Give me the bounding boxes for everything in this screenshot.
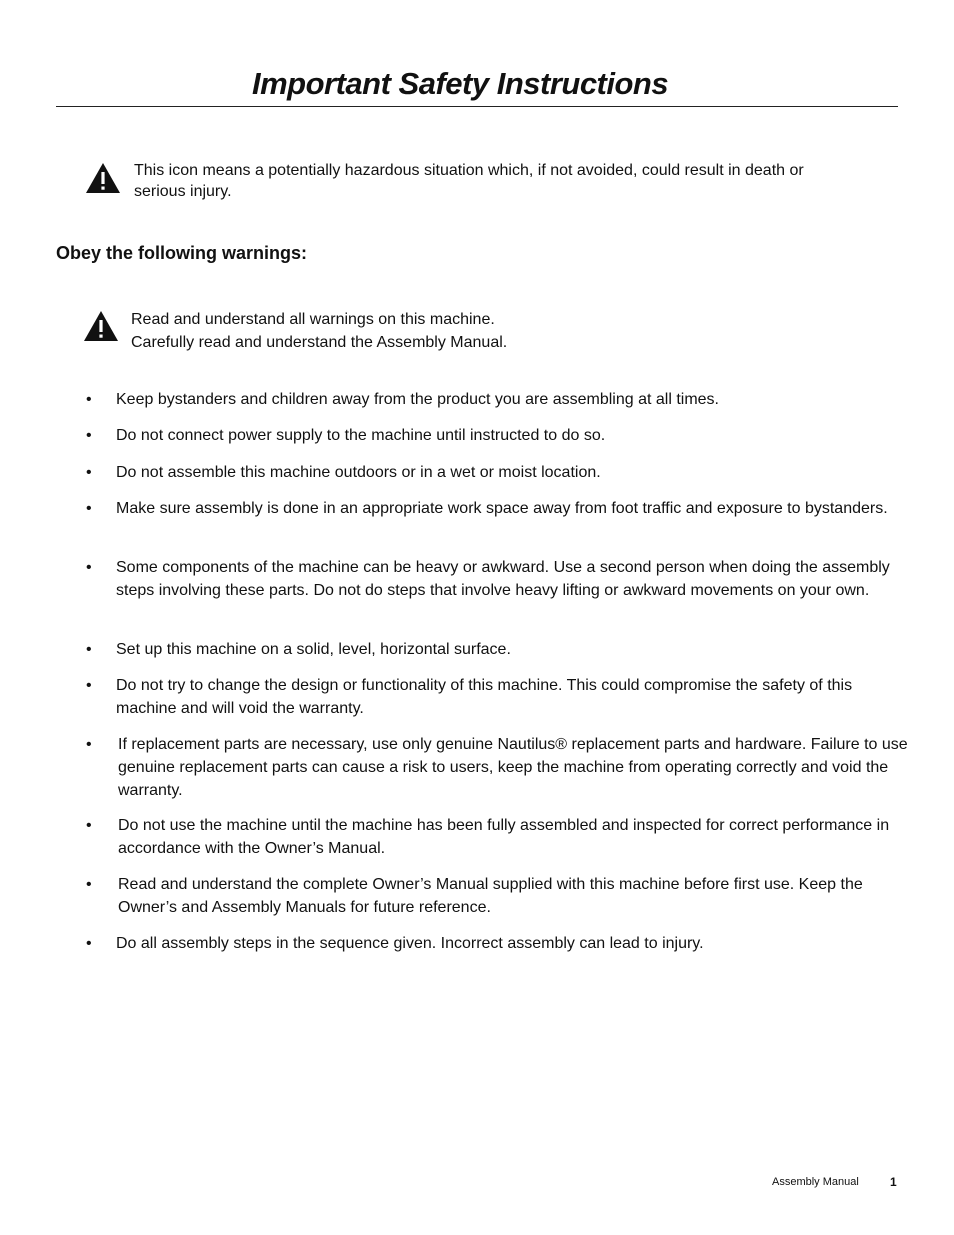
- list-item-text: Keep bystanders and children away from the product you are assembling at all times.: [116, 391, 719, 408]
- list-item-text: Set up this machine on a solid, level, horizontal surface.: [116, 641, 511, 658]
- warning-triangle-icon: [85, 162, 121, 194]
- bullet-icon: •: [86, 817, 92, 834]
- icon-notice-line: This icon means a potentially hazardous situation which, if not avoided, could result in death or: [134, 162, 804, 179]
- warning-box-line: Carefully read and understand the Assembly Manual.: [131, 334, 508, 351]
- bullet-icon: •: [86, 736, 92, 753]
- list-item-text: Read and understand the complete Owner’s Manual supplied with this machine before first use. Keep the Owner’s and Assembly Manuals for future reference.: [118, 876, 863, 916]
- bullet-icon: •: [86, 641, 92, 658]
- list-item-text: Do not use the machine until the machine has been fully assembled and inspected for correct performance in accordance with the Owner’s Manual.: [118, 817, 890, 857]
- bullet-icon: •: [86, 391, 92, 408]
- bullet-icon: •: [86, 935, 92, 952]
- warning-triangle-icon: [83, 310, 119, 342]
- page-title: Important Safety Instructions: [252, 66, 669, 101]
- bullet-icon: •: [86, 677, 92, 694]
- icon-notice-line: serious injury.: [134, 183, 232, 200]
- list-item-text: Make sure assembly is done in an appropriate work space away from foot traffic and exposure to bystanders.: [116, 500, 888, 517]
- section-heading: Obey the following warnings:: [56, 243, 308, 263]
- bullet-icon: •: [86, 876, 92, 893]
- page-number: 1: [890, 1175, 897, 1189]
- icon-notice-text: [134, 160, 804, 202]
- list-item-text: Do all assembly steps in the sequence given. Incorrect assembly can lead to injury.: [116, 935, 704, 952]
- bullet-icon: •: [86, 464, 92, 481]
- list-item-text: Do not connect power supply to the machine until instructed to do so.: [116, 427, 606, 444]
- bullet-icon: •: [86, 427, 92, 444]
- bullet-icon: •: [86, 559, 92, 576]
- warning-box-text: [131, 308, 507, 354]
- warning-box-line: Read and understand all warnings on this machine.: [131, 311, 495, 328]
- list-item-text: If replacement parts are necessary, use only genuine Nautilus® replacement parts and hardware. Failure to use genuine replacement parts can cause a risk to users, keep the machine from operating correctly and void the warranty.: [118, 736, 908, 799]
- bullet-icon: •: [86, 500, 92, 517]
- list-item-text: Do not assemble this machine outdoors or in a wet or moist location.: [116, 464, 601, 481]
- list-item-text: Do not try to change the design or functionality of this machine. This could compromise the safety of this machine and will void the warranty.: [116, 677, 853, 717]
- footer-label: Assembly Manual: [772, 1176, 859, 1188]
- title-divider: [56, 106, 898, 107]
- list-item-text: Some components of the machine can be heavy or awkward. Use a second person when doing the assembly steps involving these parts. Do not do steps that involve heavy lifting or awkward movements on your own.: [116, 559, 890, 599]
